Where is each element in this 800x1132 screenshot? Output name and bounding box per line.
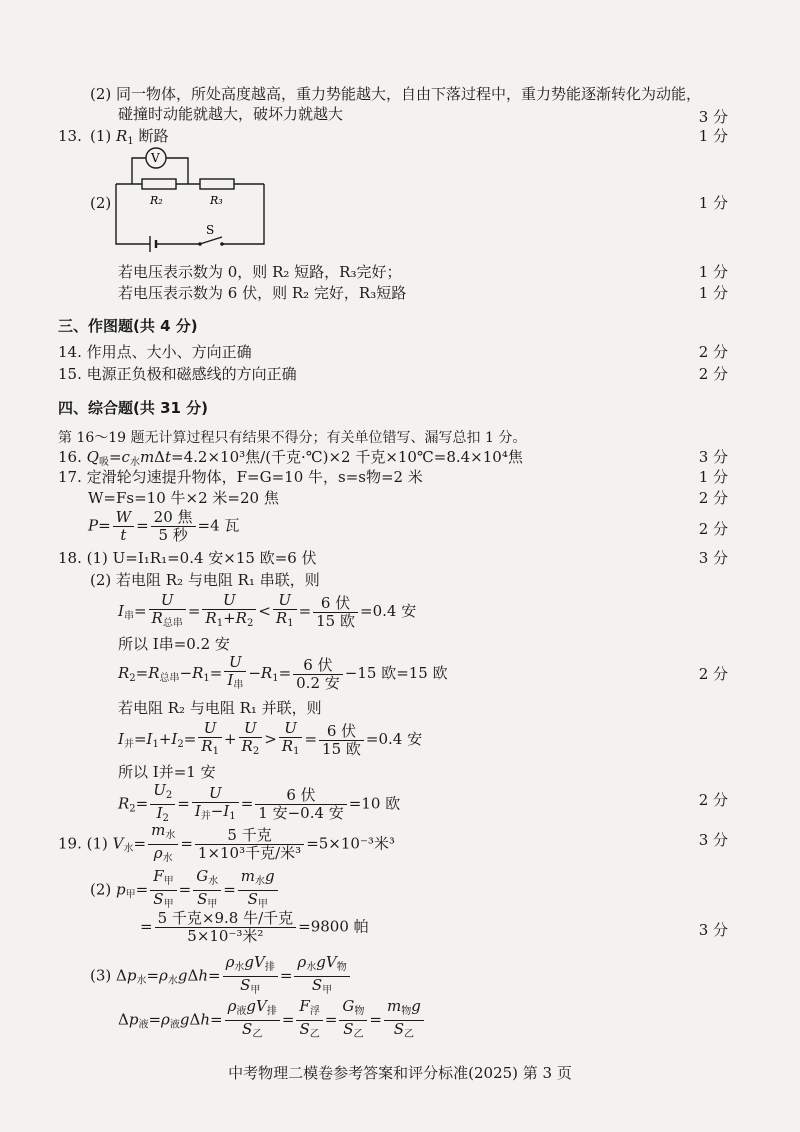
q18-parallel-i: 所以 I并=1 安 [118,763,216,781]
q19-part1-score: 3 分 [698,831,728,849]
resistor-r3 [200,179,234,189]
voltmeter-label: V [151,151,160,165]
q13-case-b: 若电压表示数为 6 伏，则 R₂ 完好，R₃短路 [118,284,407,302]
q17-line2-score: 2 分 [698,489,728,507]
grading-note: 第 16～19 题无计算过程只有结果不得分；有关单位错写、漏写总扣 1 分。 [58,430,527,446]
section4-title: 四、综合题(共 31 分) [58,399,209,417]
switch-label: S [206,223,215,237]
q13-case-b-score: 1 分 [698,284,728,302]
q17-line2: W=Fs=10 牛×2 米=20 焦 [88,489,279,507]
q16-score: 3 分 [698,448,728,466]
q18-part1-score: 3 分 [698,549,728,567]
q19-part3-line1: (3) $\Delta p_水=\rho_水g\Delta h=$ $\frac{\rho_水gV_排}{S_甲}$ = $\frac{\rho_水gV_物}{S_甲}$ [90,954,352,999]
q18-parallel-intro: 若电阻 R₂ 与电阻 R₁ 并联，则 [118,699,322,717]
q19-part2-score: 3 分 [698,921,728,939]
q13-number: 13. [58,127,82,145]
q18-series-resistance: $R_2=R_{总串}-R_1=$ $\frac{U}{I_串}$ $-R_1=$ $\frac{\text{6 伏}}{\text{0.2 安}}$ −15 欧=15 欧 [118,653,448,692]
q19-part1: 19. (1) $V_水=$ $\frac{m_水}{\rho_水}$ = $\frac{\text{5 千克}}{\text{1×10³千克/米³}}$ =5×10⁻³米³ [58,821,395,864]
q13-part1: (1) $R_1$ 断路 [90,127,169,147]
q15-score: 2 分 [698,365,728,383]
q18-series-current: $I_串=$ $\frac{U}{R_{总串}}$ = $\frac{U}{R_1+R_2}$ < $\frac{U}{R_1}$ = $\frac{\text{6 伏}}{\text{15 欧}}$ =0.4 安 [118,591,417,630]
r2-label: R₂ [150,194,163,207]
switch-blade [200,237,222,244]
q18-parallel-score: 2 分 [698,791,728,809]
q18-part2-intro: (2) 若电阻 R₂ 与电阻 R₁ 串联，则 [90,571,320,589]
q13-part2-score: 1 分 [698,194,728,212]
q14-score: 2 分 [698,343,728,361]
q17-line1: 17. 定滑轮匀速提升物体，F=G=10 牛，s=s物=2 米 [58,468,423,486]
q18-parallel-resistance: $R_2=$ $\frac{U_2}{I_2}$ = $\frac{U}{I_并-I_1}$ = $\frac{\text{6 伏}}{\text{1 安−0.4 安}}$ =10 欧 [118,781,401,824]
q16-line: 16. $Q_吸=c_水m\Delta t=4.2\times 10^3$焦/(千克·℃)×2 千克×10℃=8.4×10⁴焦 [58,448,523,468]
q14-text: 14. 作用点、大小、方向正确 [58,343,252,361]
q13-case-a-score: 1 分 [698,263,728,281]
q15-text: 15. 电源正负极和磁感线的方向正确 [58,365,297,383]
q19-part2-line2: = $\frac{\text{5 千克×9.8 牛/千克}}{\text{5×10⁻³米²}}$ =9800 帕 [140,909,369,945]
section3-title: 三、作图题(共 4 分) [58,317,198,335]
q12-part2-line1: (2) 同一物体，所处高度越高，重力势能越大，自由下落过程中，重力势能逐渐转化为动能， [90,85,702,103]
q17-line1-score: 1 分 [698,468,728,486]
q13-case-a: 若电压表示数为 0，则 R₂ 短路，R₃完好； [118,263,402,281]
r3-label: R₃ [210,194,223,207]
resistor-r2 [142,179,176,189]
q12-part2-score: 3 分 [698,108,728,126]
q13-part1-score: 1 分 [698,127,728,145]
q12-part2-line2: 碰撞时动能就越大，破坏力就越大 [118,105,344,123]
q18-parallel-current: $I_并=I_1+I_2=$ $\frac{U}{R_1}$ + $\frac{U}{R_2}$ > $\frac{U}{R_1}$ = $\frac{\text{6 伏}}{\text{15 欧}}$ =0.4 安 [118,719,423,758]
q19-part3-line2: $\Delta p_液=\rho_液g\Delta h=$ $\frac{\rho_液gV_排}{S_乙}$ = $\frac{F_浮}{S_乙}$ = $\frac{G_物}{S_乙}$ = $\frac{m_物g}{S_乙}$ [118,998,426,1043]
circuit-diagram [110,144,270,252]
page-footer: 中考物理二模卷参考答案和评分标准(2025) 第 3 页 [228,1064,572,1082]
q18-series-score: 2 分 [698,665,728,683]
q17-line3-score: 2 分 [698,520,728,538]
q18-series-i: 所以 I串=0.2 安 [118,635,230,653]
q18-part1: 18. (1) U=I₁R₁=0.4 安×15 欧=6 伏 [58,549,317,567]
q13-part2-label: (2) [90,194,112,212]
q17-power-formula: P= $\frac{W}{t}$ = $\frac{\text{20 焦}}{\text{5 秒}}$ =4 瓦 [88,508,240,544]
q19-part2-line1: (2) $p_甲=$ $\frac{F_甲}{S_甲}$ = $\frac{G_水}{S_甲}$ = $\frac{m_水g}{S_甲}$ [90,868,280,913]
